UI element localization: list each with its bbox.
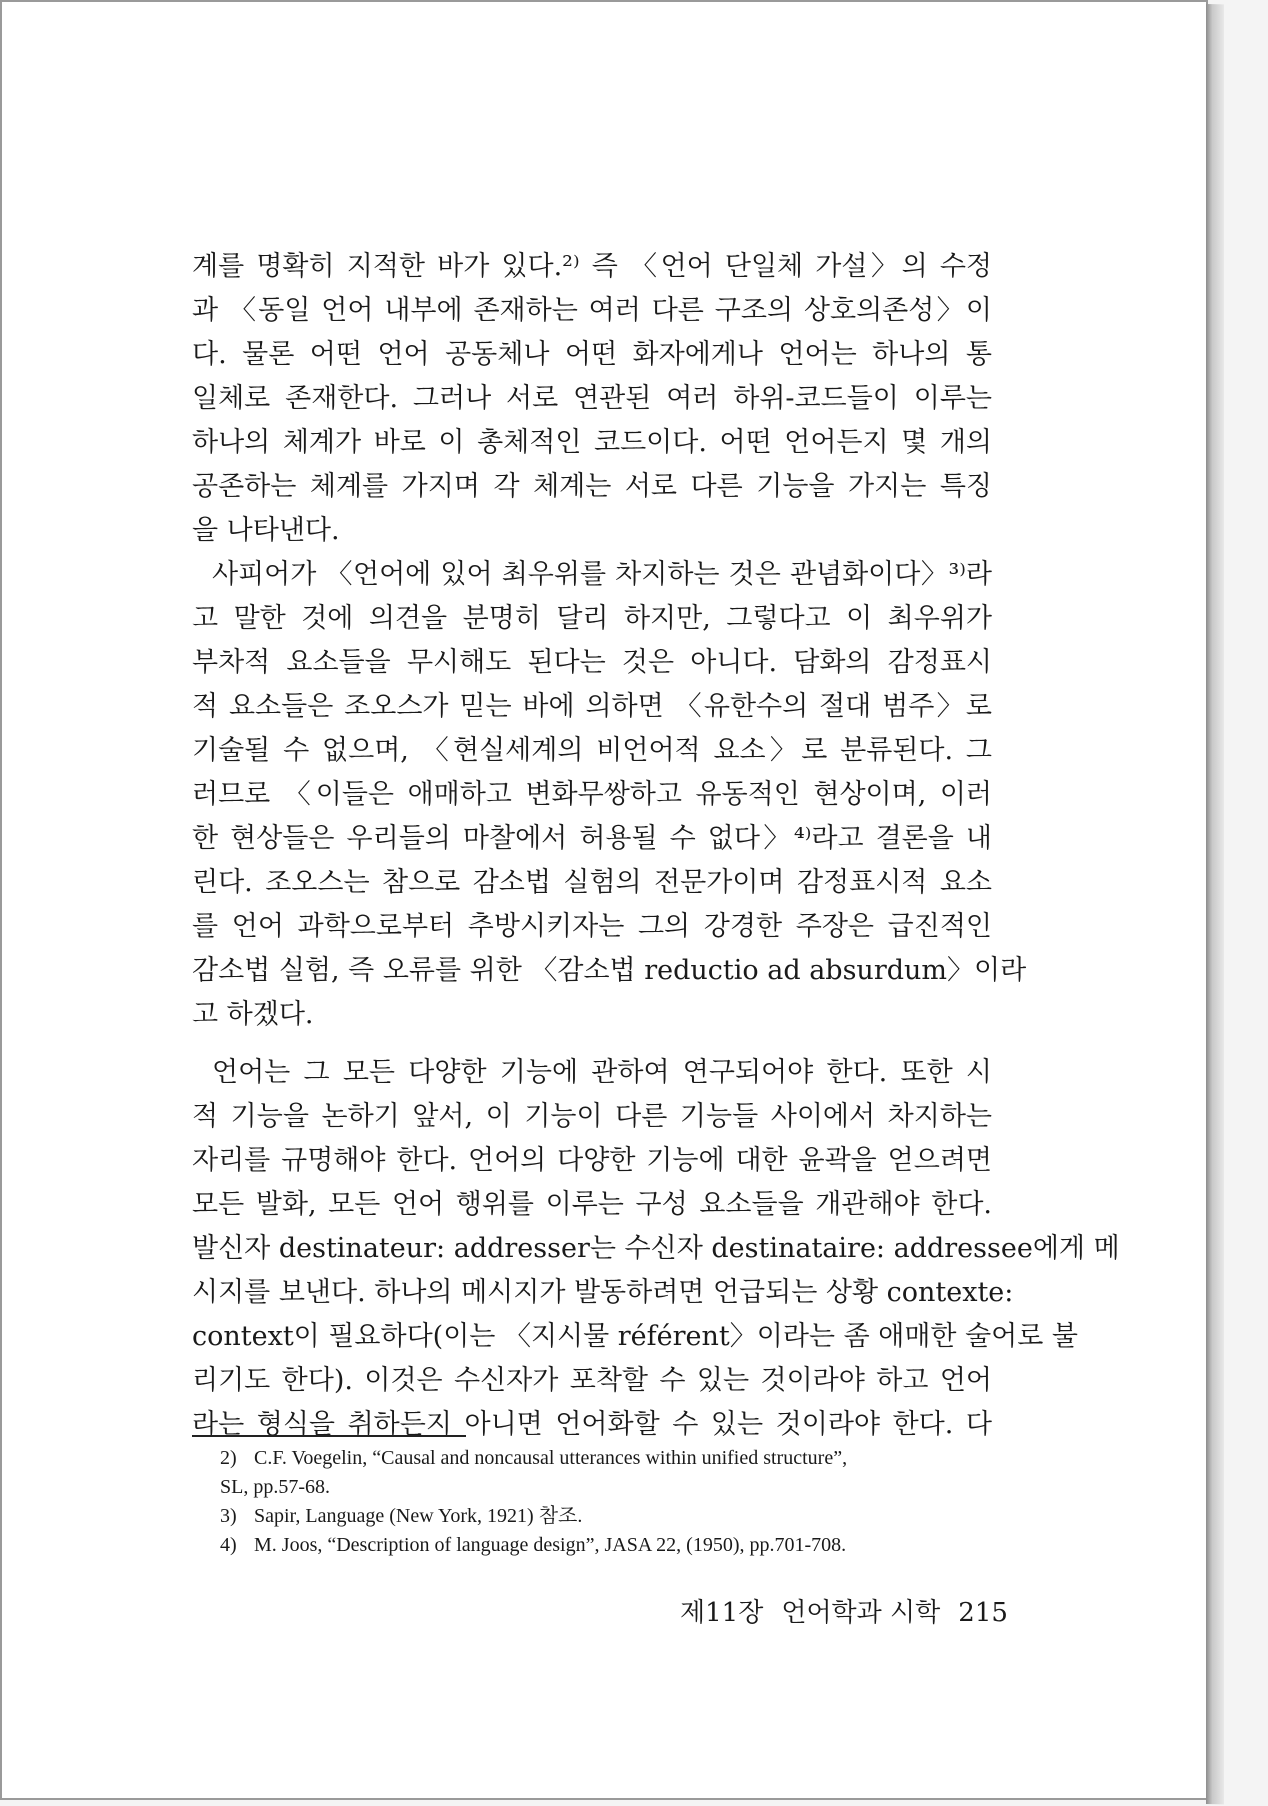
text-line: 리기도 한다). 이것은 수신자가 포착할 수 있는 것이라야 하고 언어 (192, 1365, 992, 1396)
text-line: 모든 발화, 모든 언어 행위를 이루는 구성 요소들을 개관해야 한다. (192, 1189, 992, 1220)
footnote-3 (220, 1502, 996, 1531)
text-line: 한 현상들은 우리들의 마찰에서 허용될 수 없다〉⁴⁾라고 결론을 내 (192, 823, 992, 854)
text-line: 라는 형식을 취하든지 아니면 언어화할 수 있는 것이라야 한다. 다 (192, 1409, 992, 1440)
footnote-number: 3) (220, 1505, 237, 1527)
text-line: 적 기능을 논하기 앞서, 이 기능이 다른 기능들 사이에서 차지하는 (192, 1101, 992, 1132)
text-line: 발신자 destinateur: addresser는 수신자 destinataire: addressee에게 메 (192, 1233, 1120, 1264)
paragraph-3 (192, 1051, 1120, 1447)
text-line: 린다. 조오스는 참으로 감소법 실험의 전문가이며 감정표시적 요소 (192, 867, 992, 898)
footnote-number: 2) (220, 1447, 237, 1469)
footnotes (220, 1444, 996, 1560)
text-line: 언어는 그 모든 다양한 기능에 관하여 연구되어야 한다. 또한 시 (212, 1057, 992, 1088)
text-line: 과 〈동일 언어 내부에 존재하는 여러 다른 구조의 상호의존성〉이 (192, 295, 992, 326)
text-line: 계를 명확히 지적한 바가 있다.²⁾ 즉 〈언어 단일체 가설〉의 수정 (192, 251, 992, 282)
paragraph-1 (192, 245, 992, 553)
text-line: 하나의 체계가 바로 이 총체적인 코드이다. 어떤 언어든지 몇 개의 (192, 427, 992, 458)
chapter-label: 제11장 (680, 1598, 764, 1628)
body-text (192, 245, 1120, 1447)
page-number: 215 (958, 1598, 1008, 1628)
text-line: 다. 물론 어떤 언어 공동체나 어떤 화자에게나 언어는 하나의 통 (192, 339, 992, 370)
paragraph-2 (192, 553, 1027, 1037)
text-line: 을 나타낸다. (192, 515, 340, 546)
footnote-number: 4) (220, 1534, 237, 1556)
page-edge-shadow (1206, 4, 1224, 1804)
running-footer (662, 1592, 1008, 1629)
footnote-2-continuation: SL, pp.57-68. (220, 1476, 330, 1498)
text-line: 공존하는 체계를 가지며 각 체계는 서로 다른 기능을 가지는 특징 (192, 471, 992, 502)
text-line: 적 요소들은 조오스가 믿는 바에 의하면 〈유한수의 절대 범주〉로 (192, 691, 992, 722)
footnote-text: M. Joos, “Description of language design”, JASA 22, (1950), pp.701-708. (254, 1534, 847, 1556)
footnote-4 (220, 1531, 996, 1560)
text-line: 자리를 규명해야 한다. 언어의 다양한 기능에 대한 윤곽을 얻으려면 (192, 1145, 992, 1176)
text-line: 고 말한 것에 의견을 분명히 달리 하지만, 그렇다고 이 최우위가 (192, 603, 992, 634)
footnote-2 (220, 1444, 996, 1473)
text-line: 사피어가 〈언어에 있어 최우위를 차지하는 것은 관념화이다〉³⁾라 (212, 559, 992, 590)
text-line: 감소법 실험, 즉 오류를 위한 〈감소법 reductio ad absurdum〉이라 (192, 955, 1027, 986)
footnote-divider (192, 1435, 466, 1437)
text-line: context이 필요하다(이는 〈지시물 référent〉이라는 좀 애매한 술어로 불 (192, 1321, 1078, 1352)
text-line: 부차적 요소들을 무시해도 된다는 것은 아니다. 담화의 감정표시 (192, 647, 992, 678)
text-line: 시지를 보낸다. 하나의 메시지가 발동하려면 언급되는 상황 contexte: (192, 1277, 1014, 1308)
footnote-text: C.F. Voegelin, “Causal and noncausal utterances within unified structure”, (254, 1447, 848, 1469)
chapter-title: 언어학과 시학 (781, 1598, 941, 1628)
text-line: 일체로 존재한다. 그러나 서로 연관된 여러 하위-코드들이 이루는 (192, 383, 992, 414)
text-line: 고 하겠다. (192, 999, 314, 1030)
text-line: 기술될 수 없으며, 〈현실세계의 비언어적 요소〉로 분류된다. 그 (192, 735, 992, 766)
text-line: 러므로 〈이들은 애매하고 변화무쌍하고 유동적인 현상이며, 이러 (192, 779, 992, 810)
text-line: 를 언어 과학으로부터 추방시키자는 그의 강경한 주장은 급진적인 (192, 911, 992, 942)
footnote-text: Sapir, Language (New York, 1921) 참조. (254, 1505, 583, 1527)
